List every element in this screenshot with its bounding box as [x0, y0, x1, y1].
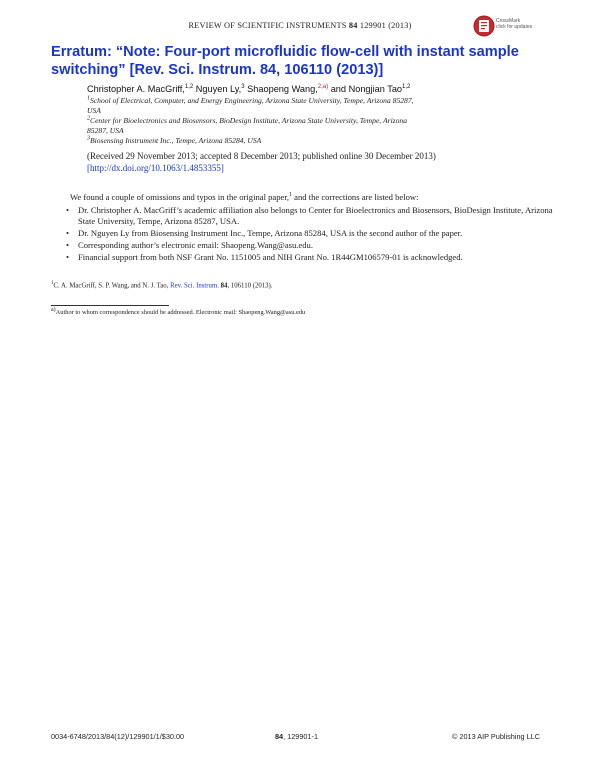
- bullet-icon: •: [66, 228, 70, 238]
- footer-page-number: , 129901-1: [283, 732, 319, 741]
- bullet-icon: •: [66, 252, 70, 262]
- reference-authors: C. A. MacGriff, S. P. Wang, and N. J. Tao,: [53, 282, 171, 290]
- reference-number: 1: [51, 281, 54, 286]
- doi-link[interactable]: [http://dx.doi.org/10.1063/1.4853355]: [87, 163, 224, 173]
- received-dates: (Received 29 November 2013; accepted 8 December 2013; published online 30 December 2013): [87, 151, 436, 161]
- reference-rest: , 106110 (2013).: [227, 282, 273, 290]
- crossmark-icon: [473, 13, 495, 39]
- affiliation-2: [87, 116, 427, 136]
- crossmark-logo[interactable]: [473, 13, 543, 41]
- affiliation-text: Center for Bioelectronics and Biosensors, BioDesign Institute, Arizona State University, Tempe, Arizona 85287, USA: [87, 116, 408, 135]
- author-affil-mark: 1,2: [184, 83, 194, 90]
- publication-history: [87, 150, 436, 174]
- bullet-icon: •: [66, 240, 70, 250]
- affiliation-3: [87, 136, 517, 146]
- crossmark-line1: CrossMark: [496, 18, 521, 24]
- reference-journal-link[interactable]: Rev. Sci. Instrum.: [170, 282, 219, 290]
- reference-entry: [51, 281, 273, 289]
- intro-sentence: [70, 192, 419, 202]
- footnote-mark: a): [51, 306, 56, 313]
- affiliations: [87, 96, 517, 146]
- affiliation-1: [87, 96, 417, 116]
- author-affil-mark: 1,2: [402, 83, 411, 90]
- article-number: 129901 (2013): [359, 21, 412, 30]
- reference-mark[interactable]: 1: [289, 192, 293, 199]
- footnote: [51, 306, 306, 316]
- footer-copyright: © 2013 AIP Publishing LLC: [452, 732, 541, 741]
- affiliation-mark: 1: [87, 95, 90, 102]
- footer-issn: 0034-6748/2013/84(12)/129901/1/$30.00: [51, 732, 185, 741]
- bullet-icon: •: [66, 205, 70, 215]
- author-list: [87, 84, 410, 94]
- list-item-text: Corresponding author’s electronic email: Shaopeng.Wang@asu.edu.: [78, 240, 313, 250]
- author-name: Shaopeng Wang,: [244, 84, 318, 94]
- author-affil-mark: 3: [241, 83, 245, 90]
- list-item-text: Financial support from both NSF Grant No. 1151005 and NIH Grant No. 1R44GM106579-01 is acknowledged.: [78, 252, 463, 262]
- intro-text-after: and the corrections are listed below:: [292, 192, 419, 202]
- affiliation-mark: 3: [87, 135, 90, 142]
- reference-volume: 84: [220, 282, 228, 290]
- list-item-text: Dr. Christopher A. MacGriff’s academic affiliation also belongs to Center for Bioelectronics and Biosensors, BioDesign Institute, Arizona State University, Tempe, Arizona 85287, USA.: [78, 205, 553, 226]
- affiliation-text: School of Electrical, Computer, and Energy Engineering, Arizona State University, Tempe, Arizona 85287, USA: [87, 96, 414, 115]
- intro-text-before: We found a couple of omissions and typos in the original paper,: [70, 192, 290, 202]
- list-item: [66, 240, 566, 251]
- journal-name: REVIEW OF SCIENTIFIC INSTRUMENTS: [188, 21, 347, 30]
- author-name: and Nongjian Tao: [328, 84, 403, 94]
- footnote-text: Author to whom correspondence should be addressed. Electronic mail: Shaopeng.Wang@asu.edu: [55, 309, 306, 316]
- list-item: [66, 205, 566, 227]
- list-item: [66, 252, 566, 263]
- author-name: Christopher A. MacGriff,: [87, 84, 185, 94]
- author-affil-mark[interactable]: 2,a): [317, 83, 329, 90]
- list-item: [66, 228, 566, 239]
- corrections-list: [66, 205, 566, 264]
- footer-volume: 84: [275, 732, 284, 741]
- affiliation-mark: 2: [87, 115, 90, 122]
- journal-volume: 84: [348, 21, 358, 30]
- affiliation-text: Biosensing Instrument Inc., Tempe, Arizona 85284, USA: [90, 136, 262, 145]
- list-item-text: Dr. Nguyen Ly from Biosensing Instrument Inc., Tempe, Arizona 85284, USA is the second author of the paper.: [78, 228, 463, 238]
- footnote-divider: [51, 305, 169, 306]
- crossmark-label: [496, 18, 532, 30]
- author-name: Nguyen Ly,: [193, 84, 242, 94]
- footer-page: [275, 732, 318, 741]
- article-title: Erratum: “Note: Four-port microfluidic flow-cell with instant sample switching” [Rev. Sci. Instrum. 84, 106110 (2013)]: [51, 44, 519, 78]
- crossmark-line2: click for updates: [496, 24, 533, 30]
